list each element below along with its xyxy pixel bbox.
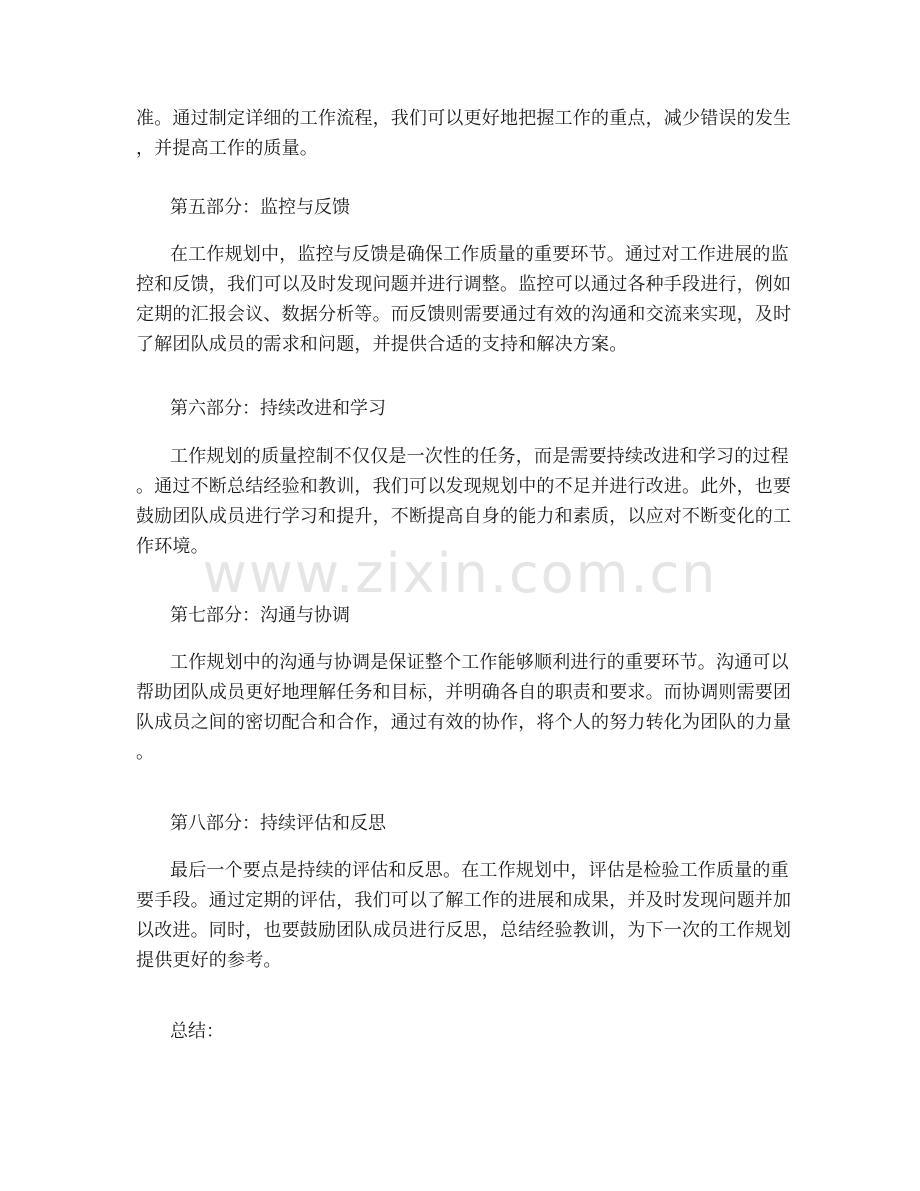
- text-line: 鼓励团队成员进行学习和提升，不断提高自身的能力和素质，以应对不断变化的工: [136, 506, 792, 527]
- paragraph-communication: [136, 648, 792, 768]
- section-heading-5: 第五部分：监控与反馈: [170, 197, 350, 218]
- text-line: 队成员之间的密切配合和合作，通过有效的协作，将个人的努力转化为团队的力量: [136, 712, 792, 733]
- paragraph-evaluation: [136, 856, 792, 976]
- text-line: 要手段。通过定期的评估，我们可以了解工作的进展和成果，并及时发现问题并加: [136, 890, 792, 911]
- text-line: 工作规划中的沟通与协调是保证整个工作能够顺利进行的重要环节。沟通可以: [170, 652, 789, 673]
- text-line: ，并提高工作的质量。: [136, 138, 318, 159]
- text-line: 定期的汇报会议、数据分析等。而反馈则需要通过有效的沟通和交流来实现，及时: [136, 304, 792, 325]
- text-line: 在工作规划中，监控与反馈是确保工作质量的重要环节。通过对工作进展的监: [170, 244, 789, 265]
- paragraph-continuous-improvement: [136, 442, 792, 562]
- section-heading-6: 第六部分：持续改进和学习: [170, 398, 386, 419]
- paragraph-continuation: [136, 104, 792, 164]
- text-line: 帮助团队成员更好地理解任务和目标，并明确各自的职责和要求。而协调则需要团: [136, 682, 792, 703]
- text-line: 准。通过制定详细的工作流程，我们可以更好地把握工作的重点，减少错误的发生: [136, 108, 792, 129]
- paragraph-monitoring-feedback: [136, 240, 792, 360]
- summary-heading: 总结：: [170, 1021, 224, 1042]
- text-line: 工作规划的质量控制不仅仅是一次性的任务，而是需要持续改进和学习的过程: [170, 446, 789, 467]
- text-line: 控和反馈，我们可以及时发现问题并进行调整。监控可以通过各种手段进行，例如: [136, 274, 792, 295]
- text-line: 作环境。: [136, 536, 209, 557]
- section-heading-7: 第七部分：沟通与协调: [170, 605, 350, 626]
- section-heading-8: 第八部分：持续评估和反思: [170, 813, 386, 834]
- watermark: www.zixin.com.cn: [202, 542, 718, 605]
- text-line: 了解团队成员的需求和问题，并提供合适的支持和解决方案。: [136, 334, 628, 355]
- text-line: 提供更好的参考。: [136, 950, 282, 971]
- text-line: 。通过不断总结经验和教训，我们可以发现规划中的不足并进行改进。此外，也要: [136, 476, 792, 497]
- text-line: 。: [136, 742, 155, 763]
- text-line: 最后一个要点是持续的评估和反思。在工作规划中，评估是检验工作质量的重: [170, 860, 789, 881]
- text-line: 以改进。同时，也要鼓励团队成员进行反思，总结经验教训，为下一次的工作规划: [136, 920, 792, 941]
